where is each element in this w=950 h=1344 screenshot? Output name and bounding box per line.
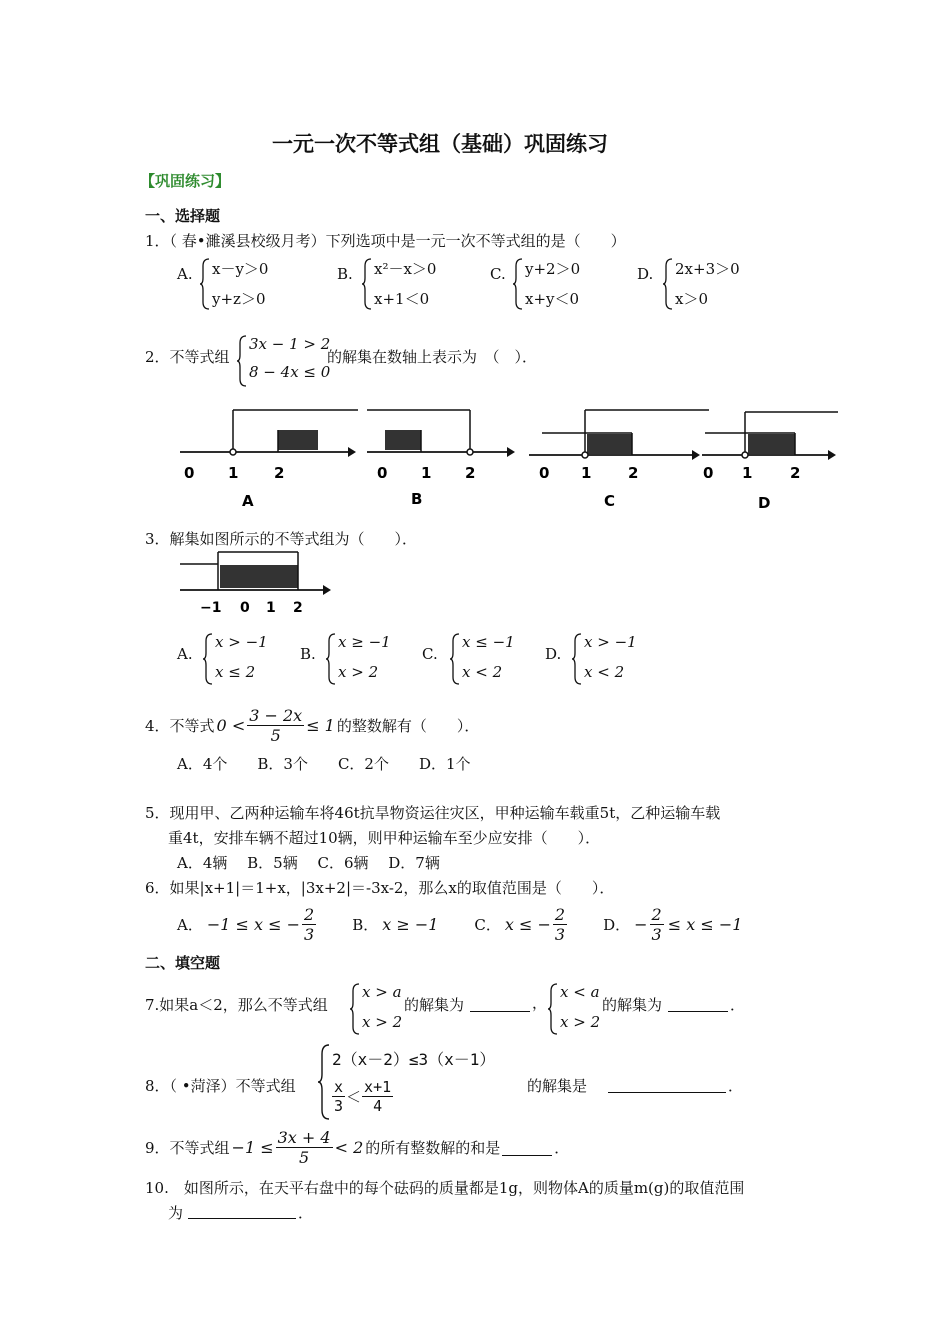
- brace-icon: [326, 633, 336, 685]
- brace-icon: [513, 258, 523, 310]
- q6-d-math: −: [634, 914, 648, 934]
- q7-system-2: [548, 983, 608, 1031]
- q4-suffix: 的整数解有（ ）．: [336, 716, 480, 735]
- q2d-tick-1: 1: [742, 464, 753, 482]
- q7-s1-line1: x > a: [362, 983, 402, 1001]
- q8-frac2-num: x+1: [364, 1078, 392, 1096]
- q2a-label: A: [242, 492, 254, 510]
- question-4: [145, 700, 479, 750]
- q9-answer-blank[interactable]: [502, 1139, 552, 1156]
- question-3-text: 3．解集如图所示的不等式组为（ ）．: [145, 530, 418, 548]
- q9-denominator: 5: [299, 1147, 310, 1167]
- q6-a-num: 2: [304, 904, 315, 924]
- q6-a-fraction: [302, 905, 316, 944]
- q4-right: ≤ 1: [306, 715, 335, 735]
- q6-options: [177, 900, 742, 948]
- q2-graph-c: [527, 400, 712, 515]
- q5-options: A．4辆 B．5辆 C．6辆 D．7辆: [177, 854, 440, 872]
- q2-graph-d: [700, 400, 845, 515]
- q3-option-a-system: [203, 633, 283, 681]
- q9-prefix: 9．不等式组: [145, 1138, 230, 1157]
- question-7-prefix: 7.如果a＜2，那么不等式组: [145, 996, 328, 1014]
- q4-prefix: 4．不等式: [145, 716, 215, 735]
- q7-separator: ，: [532, 994, 548, 1012]
- q2a-tick-2: 2: [274, 464, 285, 482]
- q8-frac1-den: 3: [334, 1097, 344, 1115]
- q8-frac2-den: 4: [373, 1097, 383, 1115]
- q1-option-d-label: D.: [637, 265, 654, 283]
- question-1-text: 1．（ 春•濉溪县校级月考）下列选项中是一元一次不等式组的是（ ）: [145, 232, 626, 250]
- q3-tick-2: 1: [266, 600, 276, 616]
- q2b-label: B: [411, 490, 423, 508]
- question-6-text: 6．如果|x+1|＝1+x，|3x+2|＝-3x-2，那么x的取值范围是（ ）．: [145, 879, 615, 897]
- q3-b-line1: x ≥ −1: [338, 633, 391, 651]
- q2d-label: D: [758, 494, 771, 512]
- q7-period: ．: [730, 996, 746, 1014]
- q4-denominator: 5: [270, 725, 281, 745]
- q8-frac1-num: x: [334, 1078, 344, 1096]
- brace-icon: [548, 983, 558, 1035]
- q9-left: −1 ≤: [231, 1137, 274, 1157]
- q7-s2-line2: x > 2: [560, 1013, 601, 1031]
- q8-frac1: [332, 1078, 345, 1115]
- q1-d-line2: x＞0: [675, 290, 709, 308]
- brace-icon: [203, 633, 213, 685]
- q8-line2: [332, 1078, 393, 1115]
- q8-period: ．: [728, 1077, 744, 1095]
- q2-line1: 3x − 1 > 2: [249, 335, 331, 353]
- q6-c-fraction: [553, 905, 567, 944]
- q6-c-math: x ≤ −: [504, 914, 551, 934]
- q2c-label: C: [604, 492, 616, 510]
- q2-graph-b: [365, 400, 525, 515]
- q3-option-b-label: B.: [300, 645, 316, 663]
- q7-answer-blank-1[interactable]: [470, 1010, 530, 1012]
- q1-c-line2: x+y＜0: [525, 290, 580, 308]
- q7-answer-blank-2[interactable]: [668, 1010, 728, 1012]
- q2d-tick-0: 0: [703, 464, 714, 482]
- q2b-tick-1: 1: [421, 464, 432, 482]
- q3-tick-0: −1: [200, 600, 222, 616]
- q2c-tick-1: 1: [581, 464, 592, 482]
- q3-tick-3: 2: [293, 600, 303, 616]
- brace-icon: [362, 258, 372, 310]
- q1-a-line2: y+z＞0: [212, 290, 266, 308]
- q1-c-line1: y+2＞0: [525, 260, 581, 278]
- brace-icon: [572, 633, 582, 685]
- q6-d-tail: ≤ x ≤ −1: [667, 914, 743, 934]
- q3-d-line2: x < 2: [584, 663, 625, 681]
- q7-end: 的解集为: [602, 996, 663, 1014]
- question-10-line1: 10. 如图所示，在天平右盘中的每个砝码的质量都是1g，则物体A的质量m(g)的取值范围: [145, 1179, 745, 1197]
- q9-numerator: 3x + 4: [277, 1127, 331, 1147]
- q2a-tick-0: 0: [184, 464, 195, 482]
- question-10-line2: 为: [168, 1204, 184, 1222]
- q6-d-den: 3: [651, 924, 662, 944]
- q8-frac2: [362, 1078, 393, 1115]
- q6-c-label: C．: [474, 915, 501, 934]
- q3-option-d-label: D.: [545, 645, 562, 663]
- q6-a-den: 3: [304, 924, 315, 944]
- q9-period: ．: [554, 1138, 570, 1157]
- q6-a-label: A．: [177, 915, 203, 934]
- q1-option-c-label: C.: [490, 265, 506, 283]
- brace-icon: [450, 633, 460, 685]
- question-8-prefix: 8．（ •菏泽）不等式组: [145, 1077, 296, 1095]
- q1-option-b-system: [362, 258, 472, 308]
- q1-d-line1: 2x+3＞0: [675, 260, 740, 278]
- brace-icon: [318, 1044, 330, 1120]
- page-title: 一元一次不等式组（基础）巩固练习: [272, 132, 608, 156]
- q8-op: ＜: [346, 1088, 362, 1106]
- q6-c-den: 3: [554, 924, 566, 944]
- q2a-tick-1: 1: [228, 464, 239, 482]
- brace-icon: [237, 335, 247, 387]
- q1-b-line1: x²－x＞0: [374, 260, 437, 278]
- q8-suffix: 的解集是: [527, 1077, 588, 1095]
- q6-d-num: 2: [651, 904, 662, 924]
- q6-d-fraction: [650, 905, 664, 944]
- brace-icon: [663, 258, 673, 310]
- q3-a-line1: x > −1: [215, 633, 268, 651]
- q1-a-line1: x－y＞0: [212, 260, 269, 278]
- q2b-tick-0: 0: [377, 464, 388, 482]
- q3-c-line2: x < 2: [462, 663, 503, 681]
- q6-c-num: 2: [554, 904, 566, 924]
- q9-fraction: [276, 1128, 333, 1167]
- q6-a-math: −1 ≤ x ≤ −: [206, 914, 301, 934]
- q2c-tick-2: 2: [628, 464, 639, 482]
- brace-icon: [200, 258, 210, 310]
- q4-fraction: [247, 706, 304, 745]
- q6-d-label: D．: [603, 915, 631, 934]
- q3-a-line2: x ≤ 2: [215, 663, 256, 681]
- q7-mid: 的解集为: [404, 996, 465, 1014]
- question-2-prefix: 2．不等式组: [145, 348, 230, 366]
- q1-option-d-system: [663, 258, 773, 308]
- question-5-line1: 5．现用甲、乙两种运输车将46t抗旱物资运往灾区，甲种运输车载重5t，乙种运输车载: [145, 804, 721, 822]
- question-5-line2: 重4t，安排车辆不超过10辆，则甲种运输车至少应安排（ ）．: [168, 829, 601, 847]
- q4-numerator: 3 − 2x: [249, 705, 303, 725]
- q1-b-line2: x+1＜0: [374, 290, 430, 308]
- q4-left: 0 <: [216, 715, 246, 735]
- q3-d-line1: x > −1: [584, 633, 637, 651]
- q8-line1: 2（x－2）≤3（x－1）: [332, 1050, 496, 1069]
- q8-answer-blank[interactable]: [608, 1091, 726, 1093]
- q7-system-1: [350, 983, 410, 1031]
- question-2-suffix: 的解集在数轴上表示为 （ ）．: [327, 348, 538, 366]
- q2-system: [237, 335, 331, 381]
- q3-number-line: [178, 548, 338, 618]
- practice-heading: 【巩固练习】: [140, 172, 231, 190]
- q7-s2-line1: x < a: [560, 983, 600, 1001]
- q3-option-c-label: C.: [422, 645, 438, 663]
- q1-option-b-label: B.: [337, 265, 353, 283]
- q10-answer-blank[interactable]: [188, 1217, 296, 1219]
- q2b-tick-2: 2: [465, 464, 476, 482]
- question-9: [145, 1122, 569, 1172]
- q10-period: ．: [298, 1204, 314, 1222]
- q7-s1-line2: x > 2: [362, 1013, 403, 1031]
- q6-b-label: B．: [352, 915, 379, 934]
- q1-option-c-system: [513, 258, 623, 308]
- q3-option-a-label: A.: [177, 645, 193, 663]
- q2-graph-a: [178, 400, 358, 515]
- q9-suffix: 的所有整数解的和是: [365, 1138, 501, 1157]
- brace-icon: [350, 983, 360, 1035]
- q9-right: < 2: [334, 1137, 364, 1157]
- section-fill-heading: 二、填空题: [145, 954, 221, 972]
- q3-option-c-system: [450, 633, 530, 681]
- q3-option-b-system: [326, 633, 406, 681]
- q1-option-a-label: A.: [177, 265, 193, 283]
- q3-option-d-system: [572, 633, 652, 681]
- q3-c-line1: x ≤ −1: [462, 633, 515, 651]
- q6-b-math: x ≥ −1: [382, 914, 439, 934]
- q1-option-a-system: [200, 258, 310, 308]
- q2c-tick-0: 0: [539, 464, 550, 482]
- q3-b-line2: x > 2: [338, 663, 379, 681]
- q4-options: A．4个 B．3个 C．2个 D．1个: [177, 755, 471, 773]
- q2-line2: 8 − 4x ≤ 0: [249, 363, 331, 381]
- section-choice-heading: 一、选择题: [145, 207, 221, 225]
- q3-tick-1: 0: [240, 600, 250, 616]
- q2d-tick-2: 2: [790, 464, 801, 482]
